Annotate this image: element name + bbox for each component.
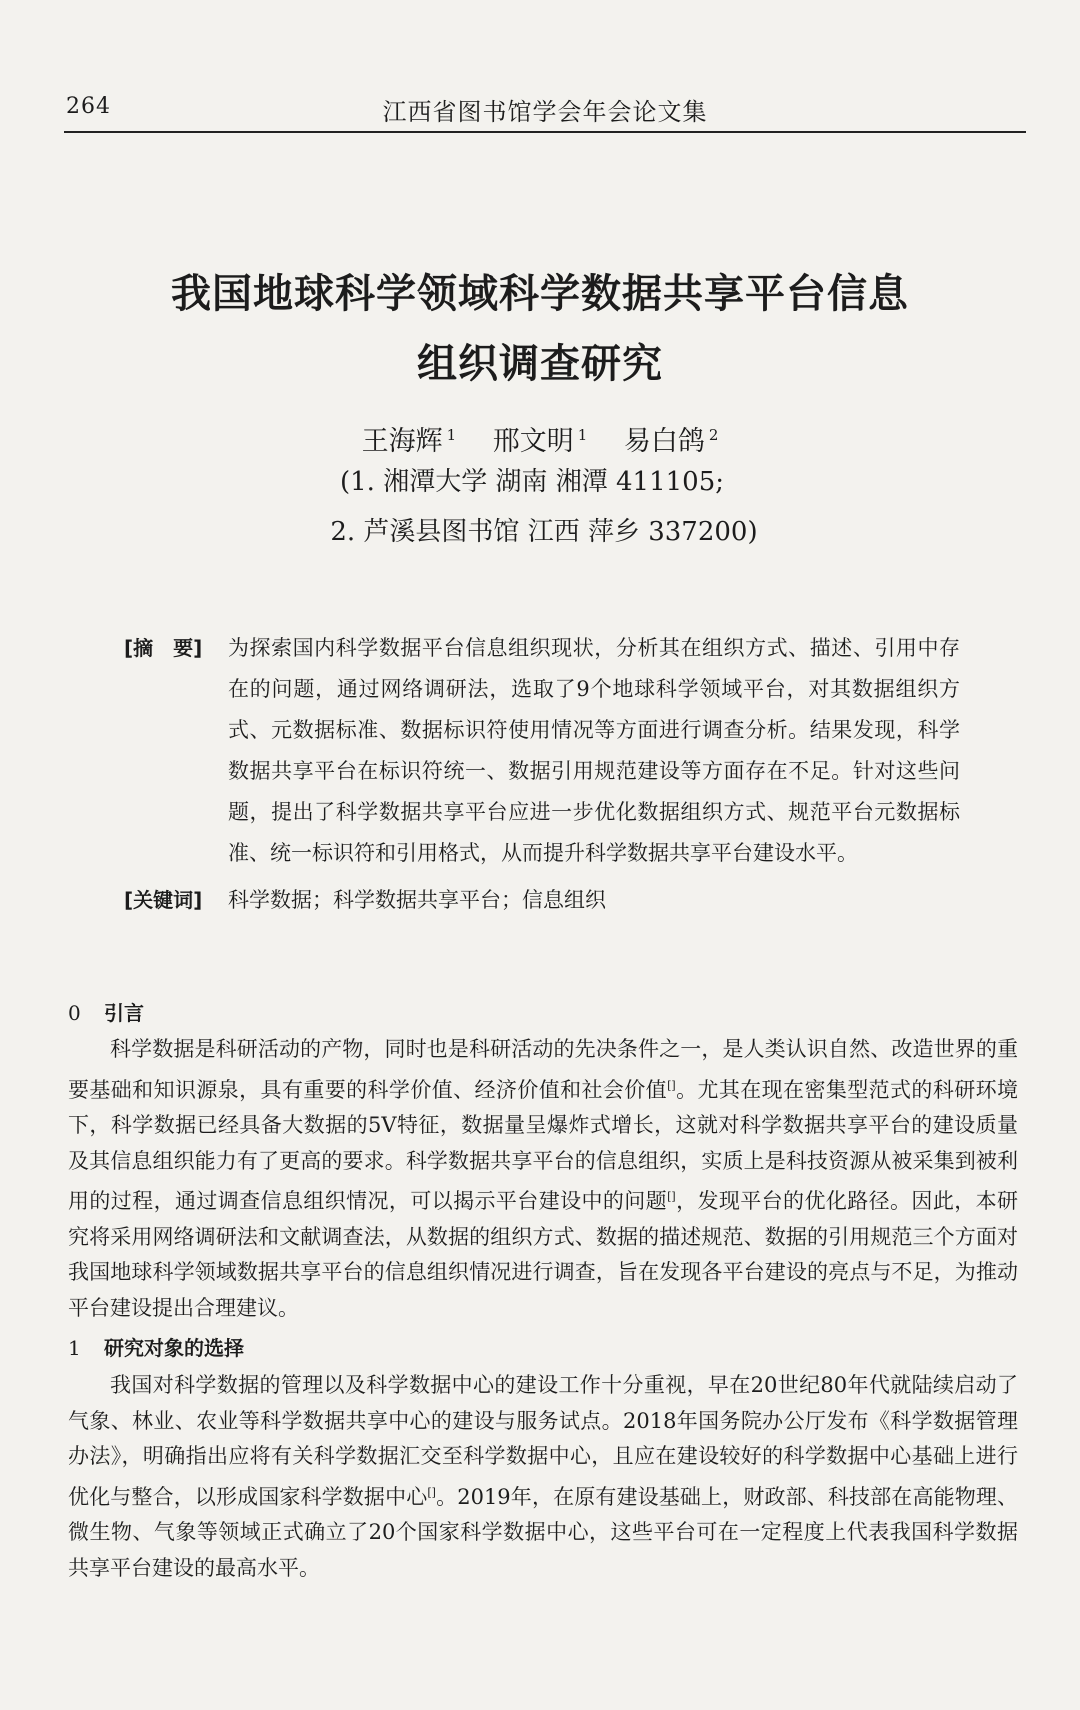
- author-name: 邢文明: [492, 426, 574, 457]
- body-paragraph: [68, 1368, 1018, 1586]
- paragraph-text: ，发现平台的优化路径。因此，本研究将采用网络调研法和文献调查法，从数据的组织方式、数据的描述规范、数据的引用规范三个方面对我国地球科学领域数据共享平台的信息组织情况进行调查，旨在发现各平台建设的亮点与不足，为推动平台建设提出合理建议。: [68, 1189, 1019, 1320]
- section-title: 引言: [104, 1001, 144, 1025]
- author: [624, 415, 719, 462]
- author: [362, 415, 457, 462]
- author-affiliation-mark: 1: [577, 426, 588, 444]
- paragraph-text: 我国对科学数据的管理以及科学数据中心的建设工作十分重视，早在20世纪80年代就陆续启动了气象、林业、农业等科学数据共享中心的建设与服务试点。2018年国务院办公厅发布《科学数据管理办法》，明确指出应将有关科学数据汇交至科学数据中心，且应在建设较好的科学数据中心基础上进行优化与整合，以形成国家科学数据中心: [68, 1373, 1018, 1509]
- keywords-label: [关键词]: [124, 888, 203, 912]
- section-number: 1: [68, 1336, 81, 1360]
- citation-mark: []: [667, 1078, 676, 1092]
- citation-mark: []: [427, 1485, 436, 1499]
- author-name: 易白鸽: [623, 426, 705, 457]
- body-paragraph: [68, 1032, 1018, 1326]
- page-number: 264: [66, 94, 111, 119]
- running-title: 江西省图书馆学会年会论文集: [382, 98, 708, 126]
- author: [493, 415, 588, 462]
- keywords-text: 科学数据；科学数据共享平台；信息组织: [228, 888, 606, 912]
- paragraph-text: 科学数据是科研活动的产物，同时也是科研活动的先决条件之一，是人类认识自然、改造世界的重要基础和知识源泉，具有重要的科学价值、经济价值和社会价值: [68, 1037, 1018, 1102]
- abstract-label: [摘 要]: [124, 636, 203, 660]
- abstract-text: 为探索国内科学数据平台信息组织现状，分析其在组织方式、描述、引用中存在的问题，通过网络调研法，选取了9个地球科学领域平台，对其数据组织方式、元数据标准、数据标识符使用情况等方面进行调查分析。结果发现，科学数据共享平台在标识符统一、数据引用规范建设等方面存在不足。针对这些问题，提出了科学数据共享平台应进一步优化数据组织方式、规范平台元数据标准、统一标识符和引用格式，从而提升科学数据共享平台建设水平。: [228, 636, 960, 865]
- keywords: [124, 880, 960, 921]
- section-heading: [68, 998, 144, 1028]
- section-title: 研究对象的选择: [104, 1336, 244, 1360]
- abstract: [124, 628, 960, 874]
- page-header: [64, 92, 1026, 132]
- header-rule: [64, 131, 1026, 133]
- author-affiliation-mark: 1: [446, 426, 457, 444]
- paragraph-text: 。2019年，在原有建设基础上，财政部、科技部在高能物理、微生物、气象等领域正式确立了20个国家科学数据中心，这些平台可在一定程度上代表我国科学数据共享平台建设的最高水平。: [68, 1484, 1018, 1580]
- section-heading: [68, 1333, 244, 1363]
- citation-mark: []: [667, 1190, 676, 1203]
- paper-title: [60, 259, 1020, 399]
- author-list: [0, 415, 1080, 462]
- section-number: 0: [68, 1001, 81, 1025]
- author-name: 王海辉: [361, 426, 443, 457]
- author-affiliation-mark: 2: [708, 426, 719, 444]
- affiliation-1: (1. 湘潭大学 湖南 湘潭 411105;: [339, 467, 725, 497]
- paper-title-line-1: 我国地球科学领域科学数据共享平台信息: [171, 270, 909, 317]
- paper-title-line-2: 组织调查研究: [417, 340, 663, 387]
- affiliation-2: 2. 芦溪县图书馆 江西 萍乡 337200): [330, 517, 758, 547]
- paragraph-text: 。尤其在现在密集型范式的科研环境下，科学数据已经具备大数据的5V特征，数据量呈爆炸式增长，这就对科学数据共享平台的建设质量及其信息组织能力有了更高的要求。科学数据共享平台的信息组织，实质上是科技资源从被采集到被利用的过程，通过调查信息组织情况，可以揭示平台建设中的问题: [68, 1077, 1019, 1213]
